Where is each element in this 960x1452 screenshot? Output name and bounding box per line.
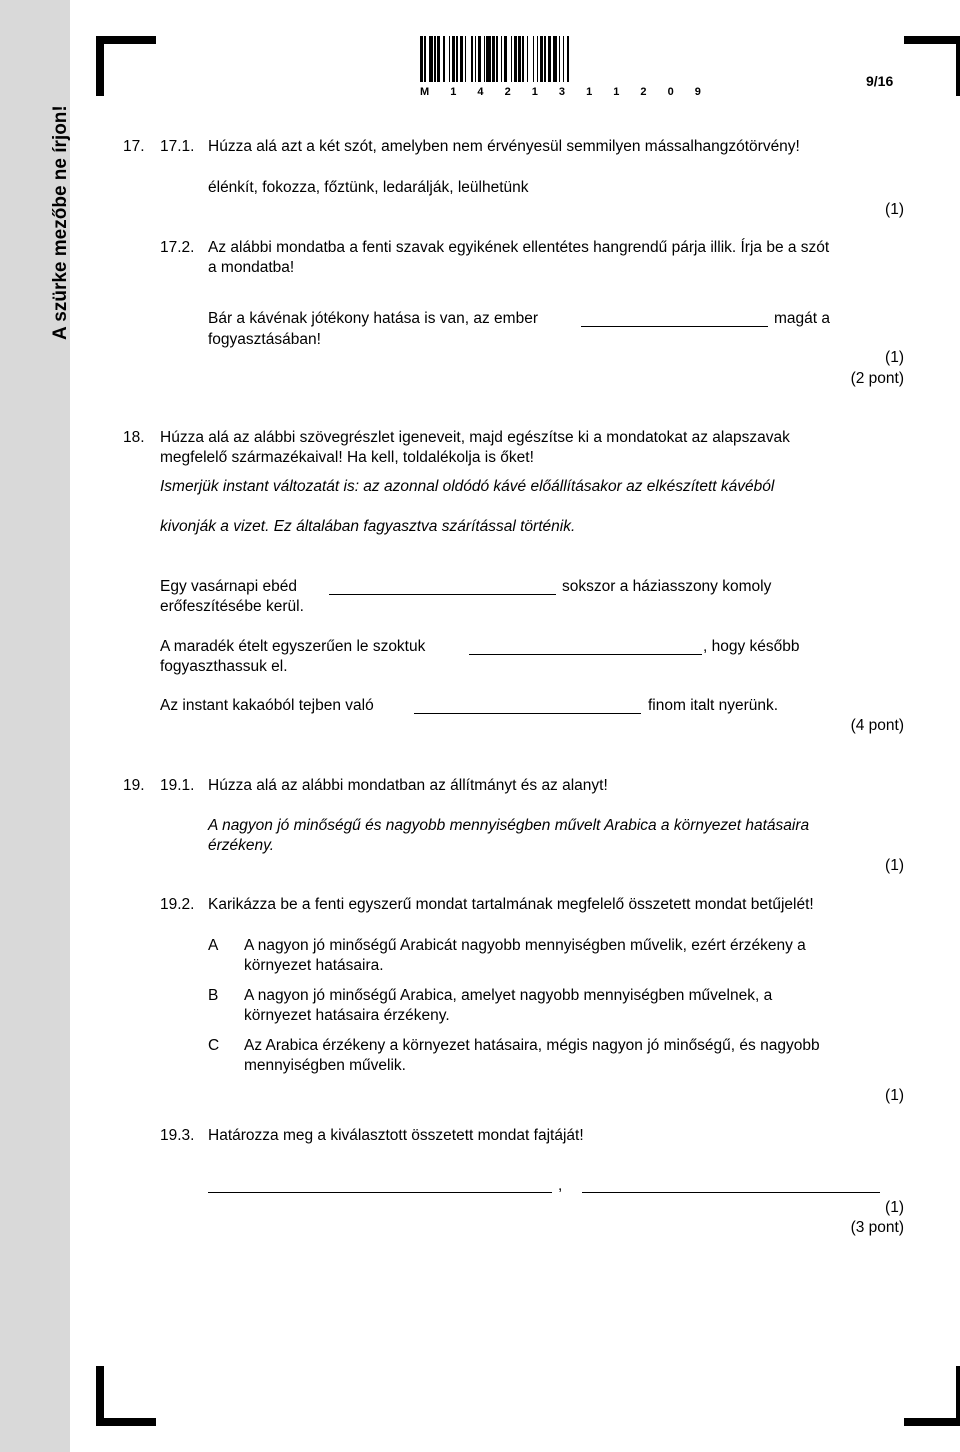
q18-s2-middle: , hogy később bbox=[703, 638, 800, 655]
q19-2-score: (1) bbox=[885, 1087, 904, 1104]
q18-passage-line1: Ismerjük instant változatát is: az azonnal oldódó kávé előállításakor az elkészített kávéból bbox=[160, 478, 775, 495]
q17-1-score: (1) bbox=[885, 201, 904, 218]
q18-blank-1[interactable] bbox=[329, 594, 556, 595]
q17-sentence-middle: magát a bbox=[774, 310, 831, 327]
barcode bbox=[420, 36, 615, 82]
q17-sentence-end: fogyasztásában! bbox=[208, 331, 321, 348]
option-a-line1: A nagyon jó minőségű Arabicát nagyobb mennyiségben művelik, ezért érzékeny a bbox=[244, 937, 806, 954]
option-a-letter[interactable]: A bbox=[208, 937, 219, 954]
q17-1-number: 17.1. bbox=[160, 138, 195, 155]
corner-mark-bottom-left bbox=[96, 1366, 156, 1426]
q17-2-instruction-line2: a mondatba! bbox=[208, 259, 295, 276]
corner-mark-top-left bbox=[96, 36, 156, 96]
margin-warning: A szürke mezőbe ne írjon! bbox=[50, 105, 71, 340]
option-b-letter[interactable]: B bbox=[208, 987, 219, 1004]
option-b-line2: környezet hatásaira érzékeny. bbox=[244, 1007, 450, 1024]
q17-1-instruction: Húzza alá azt a két szót, amelyben nem érvényesül semmilyen mássalhangzótörvény! bbox=[208, 138, 800, 155]
q17-total-score: (2 pont) bbox=[850, 370, 904, 387]
q19-1-score: (1) bbox=[885, 857, 904, 874]
option-c-letter[interactable]: C bbox=[208, 1037, 220, 1054]
q17-2-instruction-line1: Az alábbi mondatba a fenti szavak egyikének ellentétes hangrendű párja illik. Írja be a szót bbox=[208, 239, 830, 256]
q17-sentence-start: Bár a kávénak jótékony hatása is van, az ember bbox=[208, 310, 538, 327]
q18-s3-start: Az instant kakaóból tejben való bbox=[160, 697, 374, 714]
q19-3-instruction: Határozza meg a kiválasztott összetett mondat fajtáját! bbox=[208, 1127, 584, 1144]
q19-number: 19. bbox=[123, 777, 145, 794]
gray-margin bbox=[0, 0, 70, 1452]
q18-instruction-line1: Húzza alá az alábbi szövegrészlet igeneveit, majd egészítse ki a mondatokat az alapszavak bbox=[160, 429, 790, 446]
q18-blank-2[interactable] bbox=[469, 654, 702, 655]
q19-3-score: (1) bbox=[885, 1199, 904, 1216]
q17-answer-blank[interactable] bbox=[581, 326, 768, 327]
q17-word-list: élénkít, fokozza, főztünk, ledarálják, leülhetünk bbox=[208, 179, 529, 196]
q17-2-score: (1) bbox=[885, 349, 904, 366]
barcode-number: M 1 4 2 1 3 1 1 2 0 9 bbox=[420, 86, 710, 98]
q19-3-number: 19.3. bbox=[160, 1127, 195, 1144]
q18-instruction-line2: megfelelő származékaival! Ha kell, toldalékolja is őket! bbox=[160, 449, 534, 466]
q19-3-blank-2[interactable] bbox=[582, 1192, 880, 1193]
q19-total-score: (3 pont) bbox=[850, 1219, 904, 1236]
q19-2-instruction: Karikázza be a fenti egyszerű mondat tartalmának megfelelő összetett mondat betűjelét! bbox=[208, 896, 814, 913]
option-a-line2: környezet hatásaira. bbox=[244, 957, 384, 974]
q19-1-instruction: Húzza alá az alábbi mondatban az állítmányt és az alanyt! bbox=[208, 777, 608, 794]
q18-blank-3[interactable] bbox=[414, 713, 641, 714]
q18-s2-start: A maradék ételt egyszerűen le szoktuk bbox=[160, 638, 426, 655]
q18-number: 18. bbox=[123, 429, 145, 446]
q19-2-number: 19.2. bbox=[160, 896, 195, 913]
q18-s1-end: erőfeszítésébe kerül. bbox=[160, 598, 304, 615]
option-c-line2: mennyiségben művelik. bbox=[244, 1057, 406, 1074]
q17-2-number: 17.2. bbox=[160, 239, 195, 256]
q18-s3-end: finom italt nyerünk. bbox=[648, 697, 779, 714]
corner-mark-top-right bbox=[904, 36, 960, 96]
option-c-line1: Az Arabica érzékeny a környezet hatásaira, mégis nagyon jó minőségű, és nagyobb bbox=[244, 1037, 820, 1054]
q19-3-comma: , bbox=[558, 1177, 563, 1194]
option-b-line1: A nagyon jó minőségű Arabica, amelyet nagyobb mennyiségben művelnek, a bbox=[244, 987, 773, 1004]
q18-passage-line2: kivonják a vizet. Ez általában fagyasztva szárítással történik. bbox=[160, 518, 576, 535]
q19-3-blank-1[interactable] bbox=[208, 1192, 552, 1193]
q19-1-number: 19.1. bbox=[160, 777, 195, 794]
q19-sentence-line1: A nagyon jó minőségű és nagyobb mennyiségben művelt Arabica a környezet hatásaira bbox=[208, 817, 810, 834]
q18-s2-end: fogyaszthassuk el. bbox=[160, 658, 288, 675]
page-number: 9/16 bbox=[866, 73, 894, 89]
q17-number: 17. bbox=[123, 138, 145, 155]
q18-s1-start: Egy vasárnapi ebéd bbox=[160, 578, 298, 595]
q18-s1-middle: sokszor a háziasszony komoly bbox=[562, 578, 772, 595]
corner-mark-bottom-right bbox=[904, 1366, 960, 1426]
q19-sentence-line2: érzékeny. bbox=[208, 837, 275, 854]
q18-total-score: (4 pont) bbox=[850, 717, 904, 734]
